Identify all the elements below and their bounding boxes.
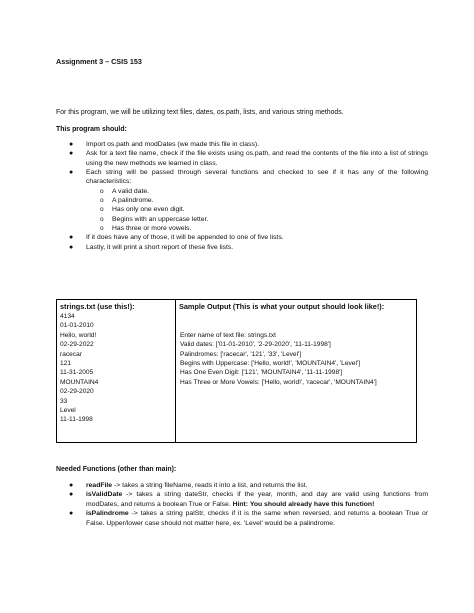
bullet-icon: ● <box>69 150 74 158</box>
intro-paragraph: For this program, we will be utilizing text files, dates, os.path, lists, and various string methods. <box>56 109 344 116</box>
assignment-title: Assignment 3 – CSIS 153 <box>56 57 142 66</box>
sub-list-item: o Begins with an uppercase letter. <box>100 215 209 223</box>
output-line: Has One Even Digit: ['121', 'MOUNTAIN4', '11-11-1998'] <box>180 369 343 377</box>
file-line: 11-31-2005 <box>60 369 94 377</box>
bullet-icon: ● <box>69 482 74 489</box>
circle-bullet-icon: o <box>100 187 104 195</box>
function-name: isPalindrome <box>86 510 129 518</box>
file-line: Level <box>60 407 76 415</box>
functions-list <box>56 481 428 528</box>
file-line: 33 <box>60 397 68 405</box>
file-line: MOUNTAIN4 <box>60 378 99 386</box>
list-item: ● readFile -> takes a string fileName, reads it into a list, and returns the list. <box>69 482 308 489</box>
file-line: 02-29-2022 <box>60 341 94 349</box>
sub-list-item: o Has only one even digit. <box>100 206 185 214</box>
sub-list-item: o A palindrome. <box>100 197 154 205</box>
file-line: 02-29-2020 <box>60 388 94 396</box>
list-item: ● Lastly, it will print a short report of these five lists. <box>69 243 234 251</box>
list-item: ● If it does have any of those, it will be appended to one of five lists. <box>69 234 284 242</box>
requirements-list <box>56 140 428 252</box>
output-line: Valid dates: ['01-01-2010', '2-29-2020', '11-11-1998'] <box>180 341 331 349</box>
file-line: Hello, world! <box>60 331 97 339</box>
list-item: ● Import os.path and modDates (we made this file in class). <box>69 141 260 148</box>
circle-bullet-icon: o <box>100 197 104 205</box>
function-name: isValidDate <box>86 491 123 499</box>
list-item: ● Each string will be passed through several functions and checked to see if it has any of the following characteristics: <box>69 169 428 186</box>
output-line: Palindromes: ['racecar', '121', '33', 'Level'] <box>180 350 302 358</box>
output-line: Has Three or More Vowels: ['Hello, world!', 'racecar', 'MOUNTAIN4'] <box>180 378 377 386</box>
bullet-icon: ● <box>69 141 74 148</box>
input-file-header: strings.txt (use this!): <box>60 302 135 311</box>
example-table <box>56 299 417 443</box>
sample-output-cell <box>176 300 417 443</box>
sub-list-item: o A valid date. <box>100 187 150 195</box>
file-line: 01-01-2010 <box>60 322 94 330</box>
circle-bullet-icon: o <box>100 215 104 223</box>
input-file-cell <box>57 300 176 443</box>
list-item: ● isValidDate -> takes a string dateStr, checks if the year, month, and day are valid using functions from modDates, and returns a boolean True or False. Hint: You should already have this function! <box>69 491 428 508</box>
circle-bullet-icon: o <box>100 225 104 233</box>
bullet-icon: ● <box>69 234 74 242</box>
sample-output-header: Sample Output (This is what your output should look like!): <box>179 302 385 311</box>
file-line: racecar <box>60 350 82 358</box>
hint-text: Hint: You should already have this function! <box>232 500 375 508</box>
circle-bullet-icon: o <box>100 206 104 214</box>
file-line: 121 <box>60 360 72 368</box>
list-item: ● isPalindrome -> takes a string palStr, checks if it is the same when reversed, and returns a boolean True or False. Upper/lower case should not matter here, ex. 'Level' would be a palindrome. <box>69 510 428 527</box>
file-line: 11-11-1998 <box>60 416 93 424</box>
requirements-heading: This program should: <box>56 126 127 133</box>
sub-list-item: o Has three or more vowels. <box>100 225 192 233</box>
functions-heading: Needed Functions (other than main): <box>56 466 177 473</box>
output-line: Begins with Uppercase: ['Hello, world!', 'MOUNTAIN4', 'Level'] <box>180 360 361 368</box>
file-line: 4134 <box>60 313 75 320</box>
bullet-icon: ● <box>69 243 74 251</box>
output-line: Enter name of text file: strings.txt <box>180 332 277 339</box>
bullet-icon: ● <box>69 169 74 177</box>
bullet-icon: ● <box>69 491 74 499</box>
function-name: readFile <box>86 482 113 489</box>
bullet-icon: ● <box>69 510 74 518</box>
list-item: ● Ask for a text file name, check if the file exists using os.path, and read the contents of the file into a list of strings using the new methods we learned in class. <box>69 150 428 167</box>
